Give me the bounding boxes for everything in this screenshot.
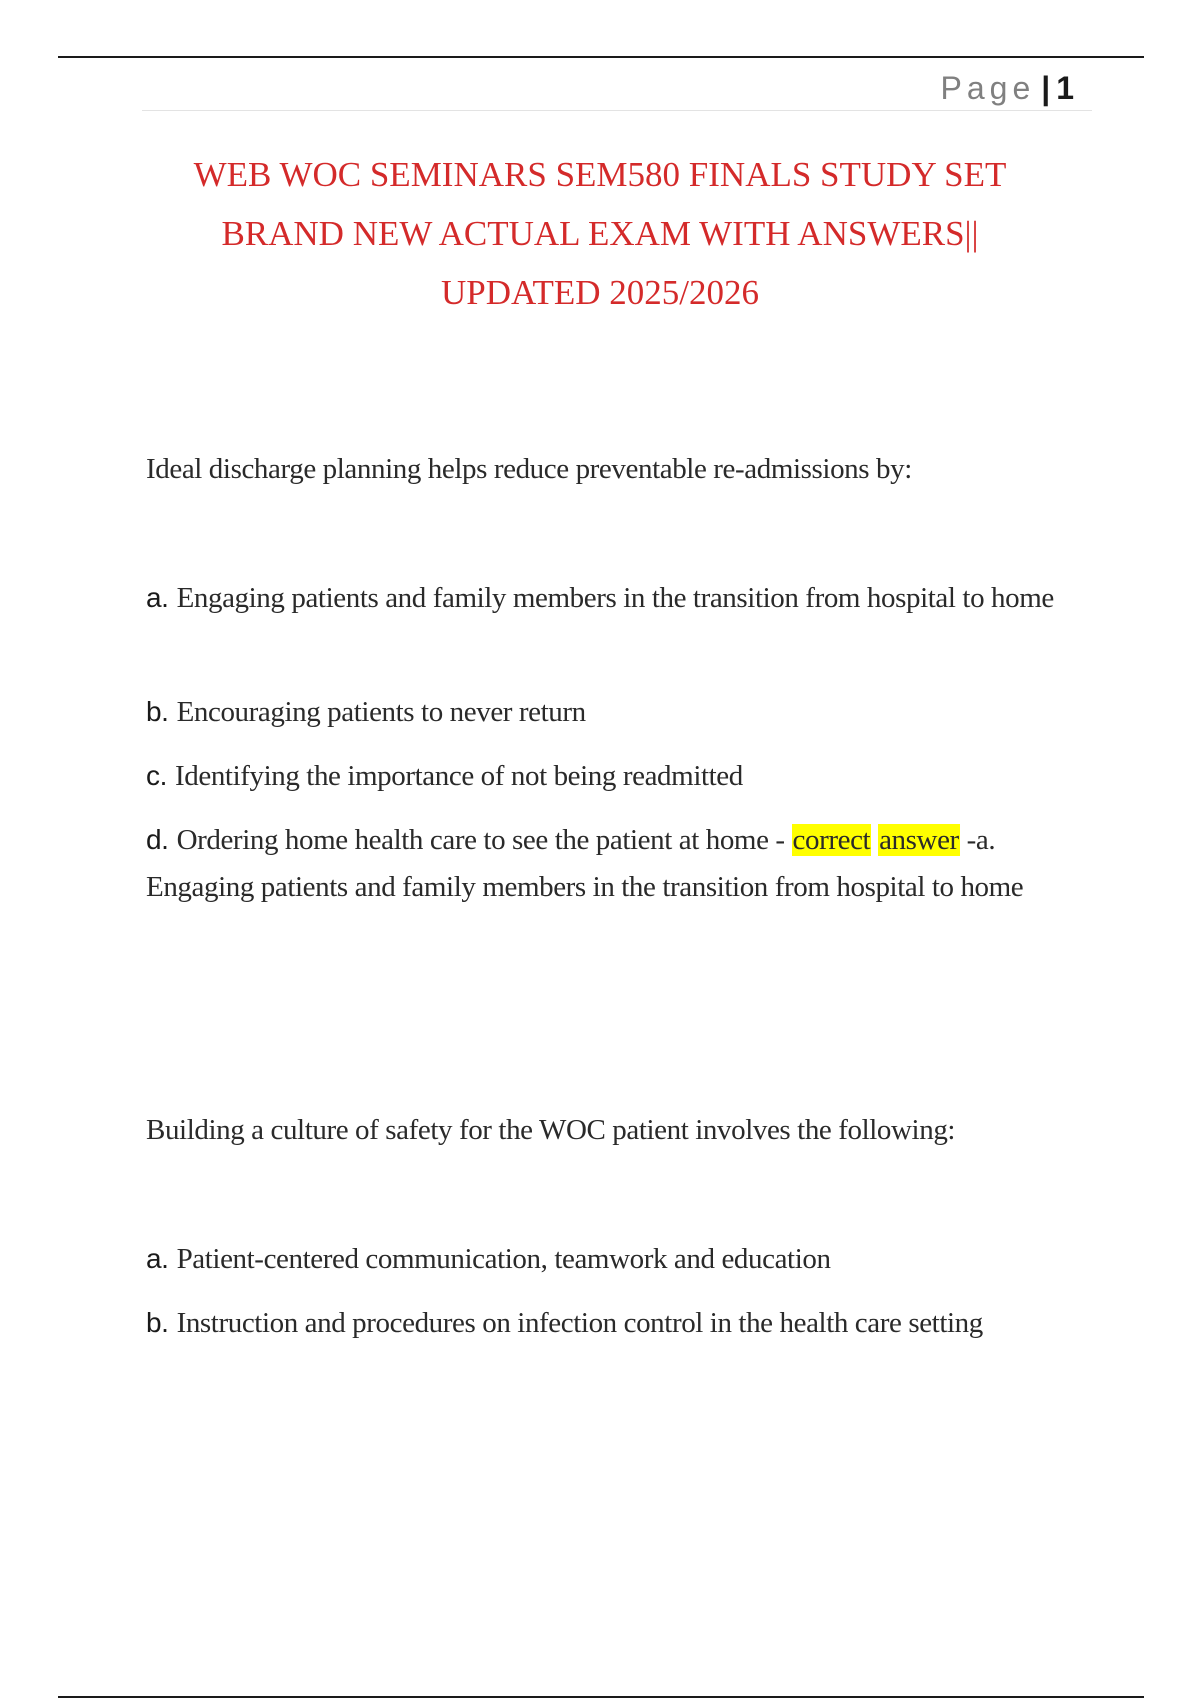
document-title <box>100 145 1100 322</box>
question-1-option-a <box>146 574 1086 622</box>
option-text: Patient-centered communication, teamwork and education <box>176 1243 831 1275</box>
option-letter: a. <box>146 582 169 613</box>
page-number: 1 <box>1056 70 1074 106</box>
page-number-label <box>941 70 1074 106</box>
option-letter: b. <box>146 696 169 727</box>
question-1-option-b <box>146 688 1086 736</box>
question-1-option-c <box>146 752 1086 800</box>
answer-highlight: answer <box>879 824 959 856</box>
page-separator: | <box>1041 70 1051 106</box>
option-text: Engaging patients and family members in the transition from hospital to home <box>176 582 1054 614</box>
top-rule <box>58 56 1144 58</box>
page-label: Page <box>940 70 1036 106</box>
option-text: Encouraging patients to never return <box>176 696 586 728</box>
answer-text: -a. Engaging patients and family members in the transition from hospital to home <box>146 824 1024 903</box>
question-1-prompt: Ideal discharge planning helps reduce preventable re-admissions by: <box>146 453 912 485</box>
correct-highlight: correct <box>792 824 871 856</box>
question-2-prompt: Building a culture of safety for the WOC patient involves the following: <box>146 1114 956 1146</box>
question-2-option-a <box>146 1235 1086 1283</box>
option-letter: c. <box>146 760 167 791</box>
title-line-2: BRAND NEW ACTUAL EXAM WITH ANSWERS|| <box>221 214 979 253</box>
page-header <box>142 66 1092 111</box>
option-text: Instruction and procedures on infection control in the health care setting <box>176 1307 983 1339</box>
option-letter: a. <box>146 1243 169 1274</box>
title-line-1: WEB WOC SEMINARS SEM580 FINALS STUDY SET <box>193 155 1007 194</box>
option-text: Identifying the importance of not being readmitted <box>174 760 743 792</box>
question-2-option-b <box>146 1299 1086 1347</box>
question-1-option-d <box>146 816 1086 911</box>
title-line-3: UPDATED 2025/2026 <box>441 273 759 312</box>
option-letter: d. <box>146 824 169 855</box>
option-letter: b. <box>146 1307 169 1338</box>
bottom-rule <box>58 1696 1144 1698</box>
option-text: Ordering home health care to see the patient at home - <box>176 824 785 856</box>
